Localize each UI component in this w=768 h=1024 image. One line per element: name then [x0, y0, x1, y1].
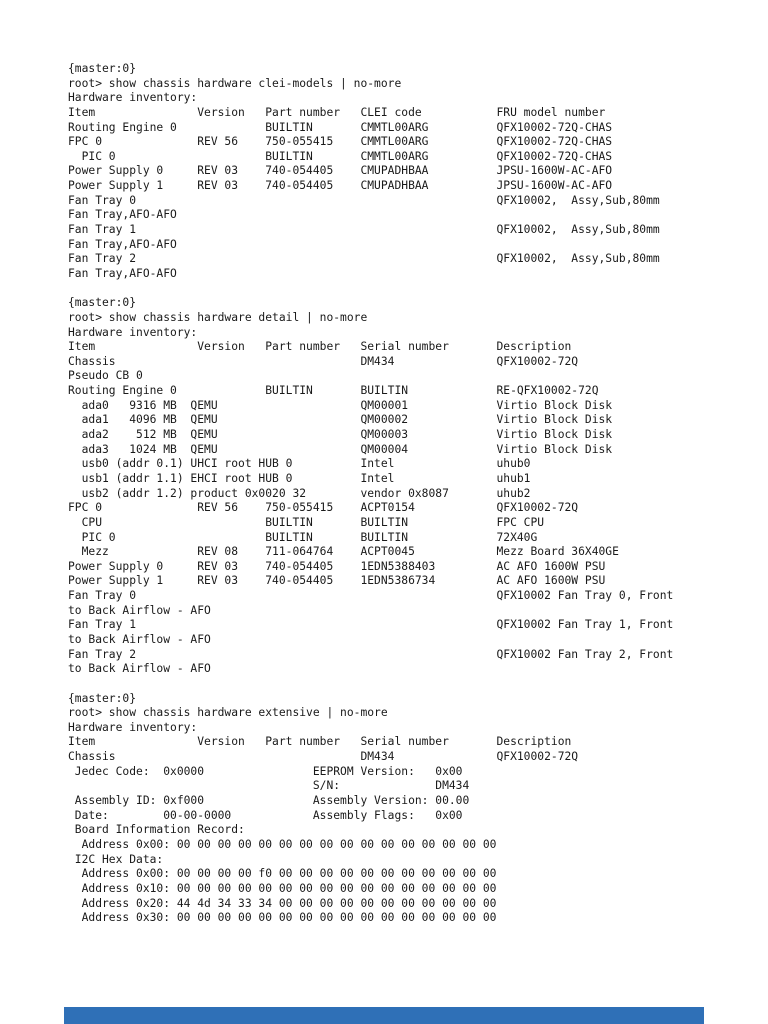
- terminal-line: Date: 00-00-0000 Assembly Flags: 0x00: [68, 808, 463, 822]
- terminal-line: Power Supply 0 REV 03 740-054405 1EDN5388403 AC AFO 1600W PSU: [68, 559, 606, 573]
- terminal-line: usb2 (addr 1.2) product 0x0020 32 vendor 0x8087 uhub2: [68, 486, 531, 500]
- terminal-line: to Back Airflow - AFO: [68, 662, 211, 676]
- terminal-line: Pseudo CB 0: [68, 369, 143, 383]
- terminal-output: [68, 62, 673, 926]
- terminal-line: FPC 0 REV 56 750-055415 CMMTL00ARG QFX10002-72Q-CHAS: [68, 135, 613, 149]
- terminal-line: root> show chassis hardware extensive | no-more: [68, 706, 388, 720]
- terminal-line: Power Supply 0 REV 03 740-054405 CMUPADHBAA JPSU-1600W-AC-AFO: [68, 164, 613, 178]
- terminal-line: Address 0x30: 00 00 00 00 00 00 00 00 00 00 00 00 00 00 00 00: [68, 911, 497, 925]
- terminal-line: Hardware inventory:: [68, 91, 198, 105]
- terminal-line: Fan Tray,AFO-AFO: [68, 208, 177, 222]
- terminal-line: Chassis DM434 QFX10002-72Q: [68, 354, 579, 368]
- terminal-line: S/N: DM434: [68, 779, 470, 793]
- terminal-line: root> show chassis hardware detail | no-more: [68, 310, 368, 324]
- terminal-line: FPC 0 REV 56 750-055415 ACPT0154 QFX10002-72Q: [68, 501, 579, 515]
- terminal-line: Address 0x00: 00 00 00 00 f0 00 00 00 00 00 00 00 00 00 00 00: [68, 867, 497, 881]
- footer-bar: [64, 1007, 704, 1024]
- terminal-line: usb0 (addr 0.1) UHCI root HUB 0 Intel uhub0: [68, 457, 531, 471]
- terminal-line: Power Supply 1 REV 03 740-054405 CMUPADHBAA JPSU-1600W-AC-AFO: [68, 179, 613, 193]
- terminal-line: {master:0}: [68, 62, 137, 75]
- terminal-line: root> show chassis hardware clei-models | no-more: [68, 76, 402, 90]
- terminal-line: ada3 1024 MB QEMU QM00004 Virtio Block Disk: [68, 442, 613, 456]
- terminal-line: Routing Engine 0 BUILTIN CMMTL00ARG QFX10002-72Q-CHAS: [68, 120, 613, 134]
- terminal-line: Hardware inventory:: [68, 325, 198, 339]
- terminal-line: usb1 (addr 1.1) EHCI root HUB 0 Intel uhub1: [68, 471, 531, 485]
- terminal-line: Fan Tray,AFO-AFO: [68, 237, 177, 251]
- terminal-line: CPU BUILTIN BUILTIN FPC CPU: [68, 515, 545, 529]
- terminal-line: Address 0x20: 44 4d 34 33 34 00 00 00 00 00 00 00 00 00 00 00: [68, 896, 497, 910]
- terminal-line: to Back Airflow - AFO: [68, 603, 211, 617]
- terminal-line: Item Version Part number Serial number Description: [68, 735, 572, 749]
- terminal-line: Address 0x00: 00 00 00 00 00 00 00 00 00 00 00 00 00 00 00 00: [68, 837, 497, 851]
- terminal-line: Fan Tray 1 QFX10002 Fan Tray 1, Front: [68, 618, 674, 632]
- terminal-line: ada2 512 MB QEMU QM00003 Virtio Block Disk: [68, 428, 613, 442]
- terminal-line: Item Version Part number Serial number Description: [68, 340, 572, 354]
- terminal-line: ada1 4096 MB QEMU QM00002 Virtio Block Disk: [68, 413, 613, 427]
- terminal-line: {master:0}: [68, 296, 137, 310]
- terminal-line: Item Version Part number CLEI code FRU model number: [68, 105, 606, 119]
- terminal-line: Fan Tray 0 QFX10002, Assy,Sub,80mm: [68, 193, 660, 207]
- terminal-line: Address 0x10: 00 00 00 00 00 00 00 00 00 00 00 00 00 00 00 00: [68, 881, 497, 895]
- terminal-line: Fan Tray 1 QFX10002, Assy,Sub,80mm: [68, 223, 660, 237]
- terminal-line: Fan Tray 0 QFX10002 Fan Tray 0, Front: [68, 589, 674, 603]
- terminal-line: Routing Engine 0 BUILTIN BUILTIN RE-QFX10002-72Q: [68, 384, 599, 398]
- terminal-section-detail: [68, 296, 673, 677]
- terminal-line: PIC 0 BUILTIN CMMTL00ARG QFX10002-72Q-CHAS: [68, 149, 613, 163]
- terminal-line: Hardware inventory:: [68, 720, 198, 734]
- terminal-line: Power Supply 1 REV 03 740-054405 1EDN5386734 AC AFO 1600W PSU: [68, 574, 606, 588]
- terminal-line: Fan Tray 2 QFX10002 Fan Tray 2, Front: [68, 647, 674, 661]
- terminal-line: Assembly ID: 0xf000 Assembly Version: 00.00: [68, 794, 470, 808]
- terminal-line: PIC 0 BUILTIN BUILTIN 72X40G: [68, 530, 538, 544]
- terminal-line: Mezz REV 08 711-064764 ACPT0045 Mezz Board 36X40GE: [68, 545, 619, 559]
- terminal-section-clei-models: [68, 62, 673, 282]
- terminal-line: Jedec Code: 0x0000 EEPROM Version: 0x00: [68, 764, 463, 778]
- terminal-line: to Back Airflow - AFO: [68, 632, 211, 646]
- terminal-line: Fan Tray 2 QFX10002, Assy,Sub,80mm: [68, 252, 660, 266]
- terminal-line: Board Information Record:: [68, 823, 245, 837]
- terminal-line: I2C Hex Data:: [68, 852, 164, 866]
- terminal-line: ada0 9316 MB QEMU QM00001 Virtio Block Disk: [68, 398, 613, 412]
- terminal-line: {master:0}: [68, 691, 137, 705]
- terminal-section-extensive: [68, 692, 673, 926]
- terminal-line: Fan Tray,AFO-AFO: [68, 266, 177, 280]
- terminal-line: Chassis DM434 QFX10002-72Q: [68, 750, 579, 764]
